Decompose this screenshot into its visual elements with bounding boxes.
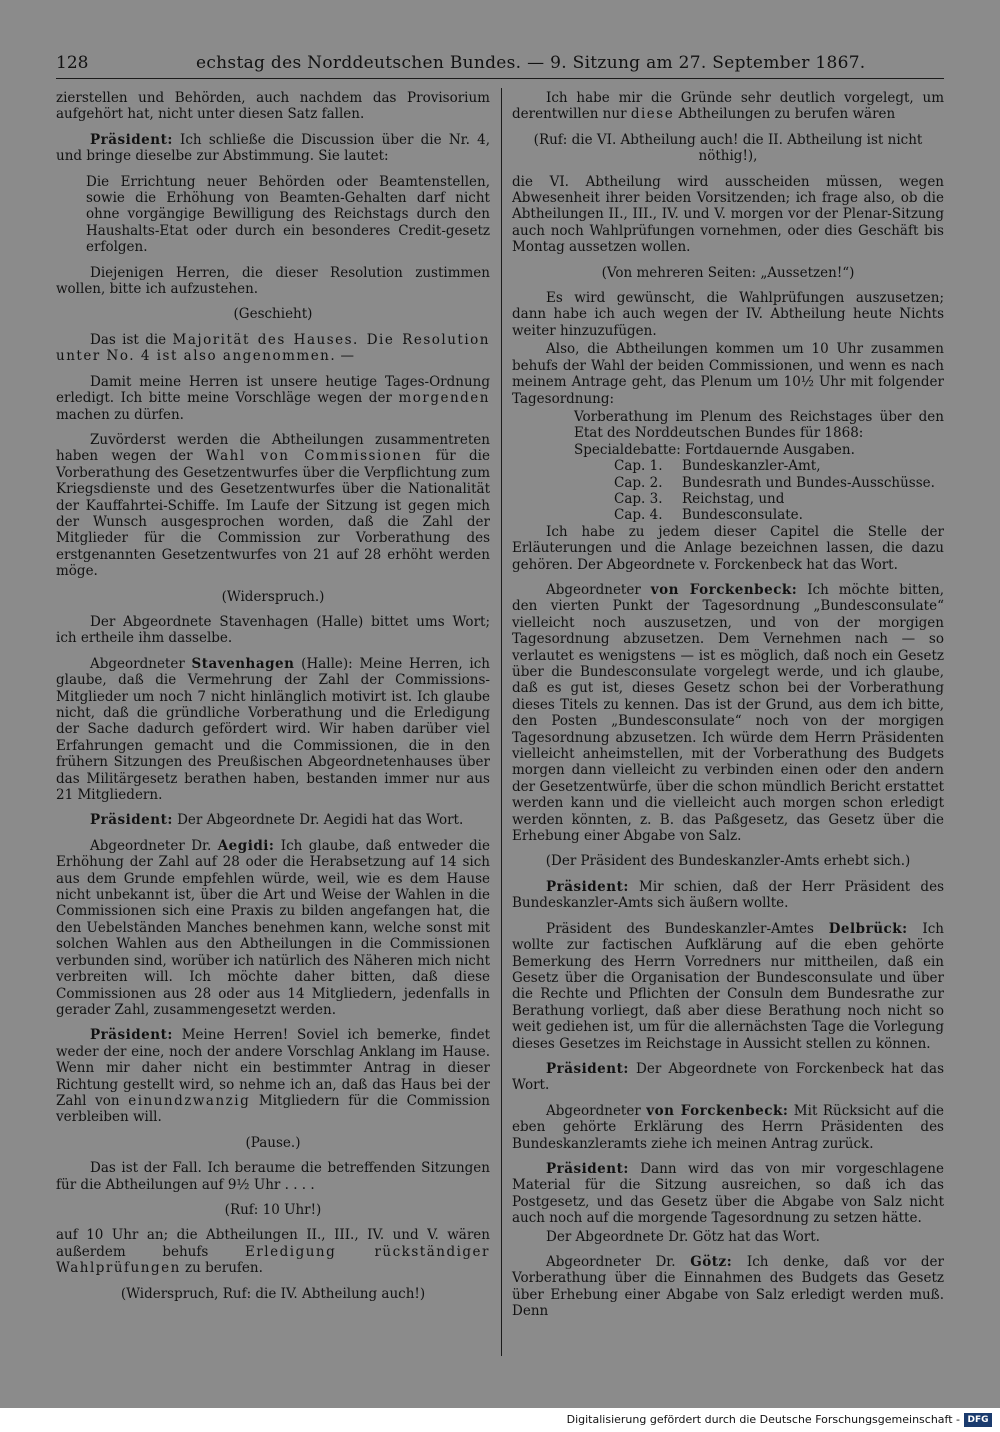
- paragraph: Präsident: Dann wird das von mir vorgeschlagene Material für die Sitzung ausreichen, so daß ich das Postgesetz, und das Gesetz über die Abgabe von Salz nicht auch noch auf die morgende Tagesordnung zu setzen hätte.: [512, 1160, 944, 1227]
- paragraph: Abgeordneter Dr. Aegidi: Ich glaube, daß entweder die Erhöhung der Zahl auf 28 oder die Herabsetzung auf 14 sich aus dem Grunde empfehlen würde, weil, wie es dem Hause nicht unbekannt ist, über die Art und Weise der Wahlen in die Commissionen sich eine Praxis zu bilden angefangen hat, die den Uebelständen Manches benehmen kann, welche sonst mit solchen Wahlen aus den Abtheilungen in die Commissionen verbunden sind, worüber ich natürlich des Näheren mich nicht verbreiten will. Ich möchte daher bitten, daß diese Commissionen aus 28 oder aus 14 Mitgliedern, jedenfalls in gerader Zahl, zusammengesetzt werden.: [56, 837, 490, 1018]
- stage-direction: (Der Präsident des Bundeskanzler-Amts erhebt sich.): [545, 853, 911, 870]
- agenda-item: Cap. 2. Bundesrath und Bundes-Ausschüsse.: [614, 474, 935, 491]
- right-column: [512, 90, 944, 1329]
- column-divider: [501, 88, 502, 1356]
- paragraph: Das ist der Fall. Ich beraume die betreffenden Sitzungen für die Abtheilungen auf 9½ Uhr . . . .: [56, 1160, 490, 1193]
- paragraph: Das ist die Majorität des Hauses. Die Resolution unter No. 4 ist also angenommen. —: [56, 331, 490, 365]
- stage-direction: (Geschieht): [233, 306, 313, 323]
- paragraph: Damit meine Herren ist unsere heutige Tages-Ordnung erledigt. Ich bitte meine Vorschläge wegen der morgenden machen zu dürfen.: [56, 373, 490, 423]
- paragraph: Ich habe zu jedem dieser Capitel die Stelle der Erläuterungen und die Anlage bezeichnen lassen, die dazu gehören. Der Abgeordnete v. Forckenbeck hat das Wort.: [512, 523, 944, 573]
- stage-direction: (Pause.): [245, 1134, 301, 1151]
- stage-direction: (Widerspruch, Ruf: die IV. Abtheilung auch!): [120, 1285, 426, 1302]
- paragraph: Abgeordneter Dr. Götz: Ich denke, daß vor der Vorberathung über die Einnahmen des Budgets das Gesetz über Erhebung einer Abgabe von Salz erledigt werden muß. Denn: [512, 1254, 944, 1320]
- quoted-resolution: Die Errichtung neuer Behörden oder Beamtenstellen, sowie die Erhöhung von Beamten-Gehalten darf nicht ohne vorgängige Bewilligung des Reichstags durch den Haushalts-Etat oder durch ein besonderes Credit-gesetz erfolgen.: [86, 173, 490, 256]
- speaker-name: Delbrück:: [828, 920, 908, 937]
- stage-direction: (Ruf: die VI. Abtheilung auch! die II. Abtheilung ist nicht nöthig!),: [533, 131, 923, 165]
- paragraph: Präsident: Der Abgeordnete Dr. Aegidi hat das Wort.: [90, 812, 464, 829]
- agenda-item: Cap. 1. Bundeskanzler-Amt,: [614, 458, 821, 475]
- paragraph: die VI. Abtheilung wird ausscheiden müssen, wegen Abwesenheit ihrer beiden Vorsitzenden; ich frage also, ob die Abtheilungen II., III., IV. und V. morgen vor der Plenar-Sitzung auch noch Wahlprüfungen vornehmen, oder dies Geschäft bis Montag aussetzen wollen.: [512, 173, 944, 256]
- paragraph: Präsident: Der Abgeordnete von Forckenbeck hat das Wort.: [512, 1060, 944, 1094]
- page-number: 128: [56, 53, 89, 73]
- paragraph: Präsident: Mir schien, daß der Herr Präsident des Bundeskanzler-Amts sich äußern wollte.: [512, 878, 944, 912]
- paragraph: Zuvörderst werden die Abtheilungen zusammentreten haben wegen der Wahl von Commissionen für die Vorberathung des Gesetzentwurfes über die Verpflichtung zum Kriegsdienste und des Gesetzentwurfes über die Nationalität der Kauffahrtei-Schiffe. Im Laufe der Sitzung ist gegen mich der Wunsch ausgesprochen worden, daß die Zahl der Mitglieder für die Commission zur Vorberathung des erstgenannten Gesetzentwurfes von 21 auf 28 erhöht werden möge.: [56, 431, 490, 580]
- paragraph: Präsident: Meine Herren! Soviel ich bemerke, findet weder der eine, noch der andere Vorschlag Anklang im Hause. Wenn mir daher nicht ein bestimmter Antrag in dieser Richtung gestellt wird, so nehme ich an, daß das Haus bei der Zahl von einundzwanzig Mitgliedern für die Commission verbleiben will.: [56, 1027, 490, 1126]
- digitization-footer: [0, 1412, 1000, 1430]
- stage-direction: (Widerspruch.): [221, 588, 325, 605]
- page-header: [56, 48, 944, 79]
- speaker-name: Götz:: [690, 1254, 733, 1270]
- agenda-item: Cap. 3. Reichstag, und: [614, 490, 785, 507]
- speaker-name: Präsident:: [90, 1027, 173, 1044]
- agenda-line: Specialdebatte: Fortdauernde Ausgaben.: [574, 441, 855, 458]
- speaker-name: Präsident:: [90, 131, 173, 148]
- speaker-name: Stavenhagen: [191, 655, 295, 672]
- speaker-name: Präsident:: [546, 1160, 629, 1177]
- speaker-name: Präsident:: [546, 878, 629, 895]
- running-title: echstag des Norddeutschen Bundes. — 9. Sitzung am 27. September 1867.: [196, 53, 866, 73]
- paragraph: Abgeordneter von Forckenbeck: Mit Rücksicht auf die eben gehörte Erklärung des Herrn Präsidenten des Bundeskanzleramts ziehe ich meinen Antrag zurück.: [512, 1102, 944, 1152]
- speaker-name: von Forckenbeck:: [646, 1102, 789, 1119]
- agenda-item: Cap. 4. Bundesconsulate.: [614, 507, 803, 524]
- paragraph: Diejenigen Herren, die dieser Resolution zustimmen wollen, bitte ich aufzustehen.: [56, 264, 490, 298]
- paragraph: Der Abgeordnete Stavenhagen (Halle) bittet ums Wort; ich ertheile ihm dasselbe.: [56, 613, 490, 647]
- dfg-logo: DFG: [964, 1413, 992, 1427]
- agenda-line: Vorberathung im Plenum des Reichstages über den Etat des Norddeutschen Bundes für 1868:: [574, 408, 944, 442]
- paragraph: Es wird gewünscht, die Wahlprüfungen auszusetzen; dann habe ich auch wegen der IV. Abtheilung heute Nichts weiter hinzuzufügen.: [512, 290, 944, 339]
- speaker-name: von Forckenbeck:: [650, 581, 798, 598]
- speaker-name: Präsident:: [546, 1060, 629, 1077]
- left-column: [56, 90, 490, 1311]
- paragraph: Abgeordneter Stavenhagen (Halle): Meine Herren, ich glaube, daß die Vermehrung der Zahl der Commissions-Mitglieder um noch 7 nicht hinlänglich motivirt ist. Ich glaube nicht, daß die gründliche Vorberathung und die Erledigung der Sache dadurch gefördert wird. Wir haben darüber viel Erfahrungen gemacht und die Commissionen, die in den frühern Sitzungen des Preußischen Abgeordnetenhauses über das Militärgesetz berathen haben, bestanden immer nur aus 21 Mitgliedern.: [56, 655, 490, 804]
- paragraph: auf 10 Uhr an; die Abtheilungen II., III., IV. und V. wären außerdem behufs Erledigung rückständiger Wahlprüfungen zu berufen.: [56, 1227, 490, 1277]
- paragraph: Abgeordneter von Forckenbeck: Ich möchte bitten, den vierten Punkt der Tagesordnung „Bundesconsulate“ vielleicht noch auszusetzen, und von der morgigen Tagesordnung abzusetzen. Dem Vernehmen nach — so verlautet es wenigstens — ist es möglich, daß noch ein Gesetz über die Bundesconsulate vorgelegt werde, und ich glaube, daß es gut ist, dieses Gesetz schon bei der Vorberathung dieses Titels zu kennen. Das ist der Grund, aus dem ich bitte, den Posten „Bundesconsulate“ noch von der morgigen Tagesordnung abzusetzen. Ich würde dem Herrn Präsidenten vielleicht anheimstellen, mit der Vorberathung des Budgets morgen dann vielleicht zu verbinden einen oder den andern der Gesetzentwürfe, über die schon mündlich Bericht erstattet werden kann und die vielleicht auch morgen schon erledigt werden könnten, z. B. das Paßgesetz, das Gesetz über die Erhebung einer Abgabe von Salz.: [512, 581, 945, 845]
- stage-direction: (Ruf: 10 Uhr!): [224, 1201, 322, 1218]
- paragraph: Ich habe mir die Gründe sehr deutlich vorgelegt, um derentwillen nur diese Abtheilungen zu berufen wären: [512, 90, 944, 123]
- agenda-list: [574, 409, 944, 524]
- paragraph: Präsident: Ich schließe die Discussion über die Nr. 4, und bringe dieselbe zur Abstimmung. Sie lautet:: [56, 131, 490, 165]
- speaker-name: Präsident:: [90, 812, 173, 829]
- speaker-name: Aegidi:: [217, 837, 275, 854]
- paragraph: zierstellen und Behörden, auch nachdem das Provisorium aufgehört hat, nicht unter diesen Satz fallen.: [56, 90, 490, 123]
- paragraph: Der Abgeordnete Dr. Götz hat das Wort.: [546, 1228, 820, 1245]
- stage-direction: (Von mehreren Seiten: „Aussetzen!“): [601, 264, 855, 281]
- footer-credit: Digitalisierung gefördert durch die Deutsche Forschungsgemeinschaft -: [566, 1413, 960, 1426]
- paragraph: Also, die Abtheilungen kommen um 10 Uhr zusammen behufs der Wahl der beiden Commissionen, und wenn es nach meinem Antrage geht, das Plenum um 10½ Uhr mit folgender Tagesordnung:: [512, 341, 944, 407]
- paragraph: Präsident des Bundeskanzler-Amtes Delbrück: Ich wollte zur factischen Aufklärung auf die eben gehörte Bemerkung des Herrn Vorredners nur mittheilen, daß ein Gesetz über die Organisation der Bundesconsulate und über die Rechte und Pflichten der Consuln dem Bundesrathe zur Berathung vorliegt, daß aber diese Berathung noch nicht so weit gediehen ist, um für die allernächsten Tage die Vorlegung dieses Gesetzes im Reichstage in Aussicht stellen zu können.: [512, 920, 944, 1052]
